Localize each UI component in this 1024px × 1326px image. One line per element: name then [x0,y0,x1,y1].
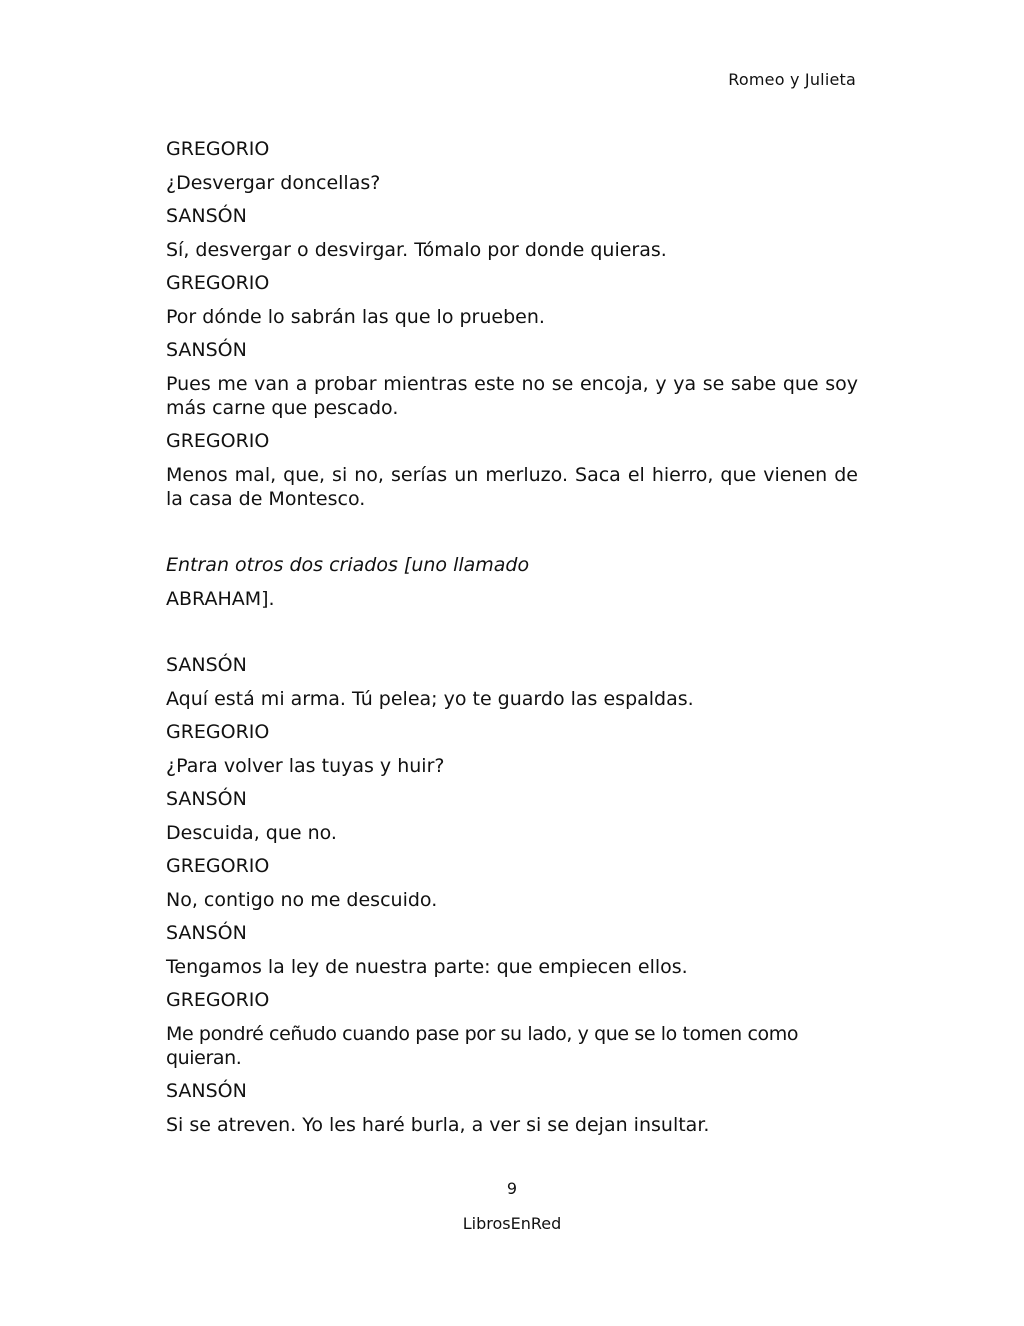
speaker-name: SANSÓN [166,1080,247,1102]
speaker-name: SANSÓN [166,339,247,361]
dialogue-line: Pues me van a probar mientras este no se encoja, y ya se sabe que soy más carne que pescado. [166,372,858,419]
dialogue-line: Descuida, que no. [166,821,337,844]
running-header: Romeo y Julieta [728,70,856,89]
section-spacer [166,620,858,653]
page-body [166,137,858,1146]
speaker-name: GREGORIO [166,989,270,1011]
speaker-name: GREGORIO [166,721,270,743]
page-number: 9 [506,1179,518,1198]
speaker-name: GREGORIO [166,430,270,452]
dialogue-line: Por dónde lo sabrán las que lo prueben. [166,305,545,328]
speaker-name: SANSÓN [166,922,247,944]
speaker-name: GREGORIO [166,138,270,160]
dialogue-line: Si se atreven. Yo les haré burla, a ver si se dejan insultar. [166,1113,710,1136]
dialogue-line: ¿Para volver las tuyas y huir? [166,754,445,777]
dialogue-line: No, contigo no me descuido. [166,888,438,911]
speaker-name: GREGORIO [166,272,270,294]
publisher-footer: LibrosEnRed [462,1214,562,1233]
dialogue-line: Menos mal, que, si no, serías un merluzo. Saca el hierro, que vienen de la casa de Montesco. [166,463,858,510]
dialogue-line: Aquí está mi arma. Tú pelea; yo te guardo las espaldas. [166,687,694,710]
section-spacer [166,520,858,553]
speaker-name: SANSÓN [166,205,247,227]
speaker-name: SANSÓN [166,788,247,810]
dialogue-line: ¿Desvergar doncellas? [166,171,381,194]
dialogue-line: Me pondré ceñudo cuando pase por su lado, y que se lo tomen como quieran. [166,1022,799,1069]
stage-direction-name: ABRAHAM]. [166,587,275,610]
dialogue-line: Tengamos la ley de nuestra parte: que empiecen ellos. [166,955,688,978]
speaker-name: SANSÓN [166,654,247,676]
speaker-name: GREGORIO [166,855,270,877]
stage-direction: Entran otros dos criados [uno llamado [166,554,530,576]
dialogue-line: Sí, desvergar o desvirgar. Tómalo por donde quieras. [166,238,667,261]
